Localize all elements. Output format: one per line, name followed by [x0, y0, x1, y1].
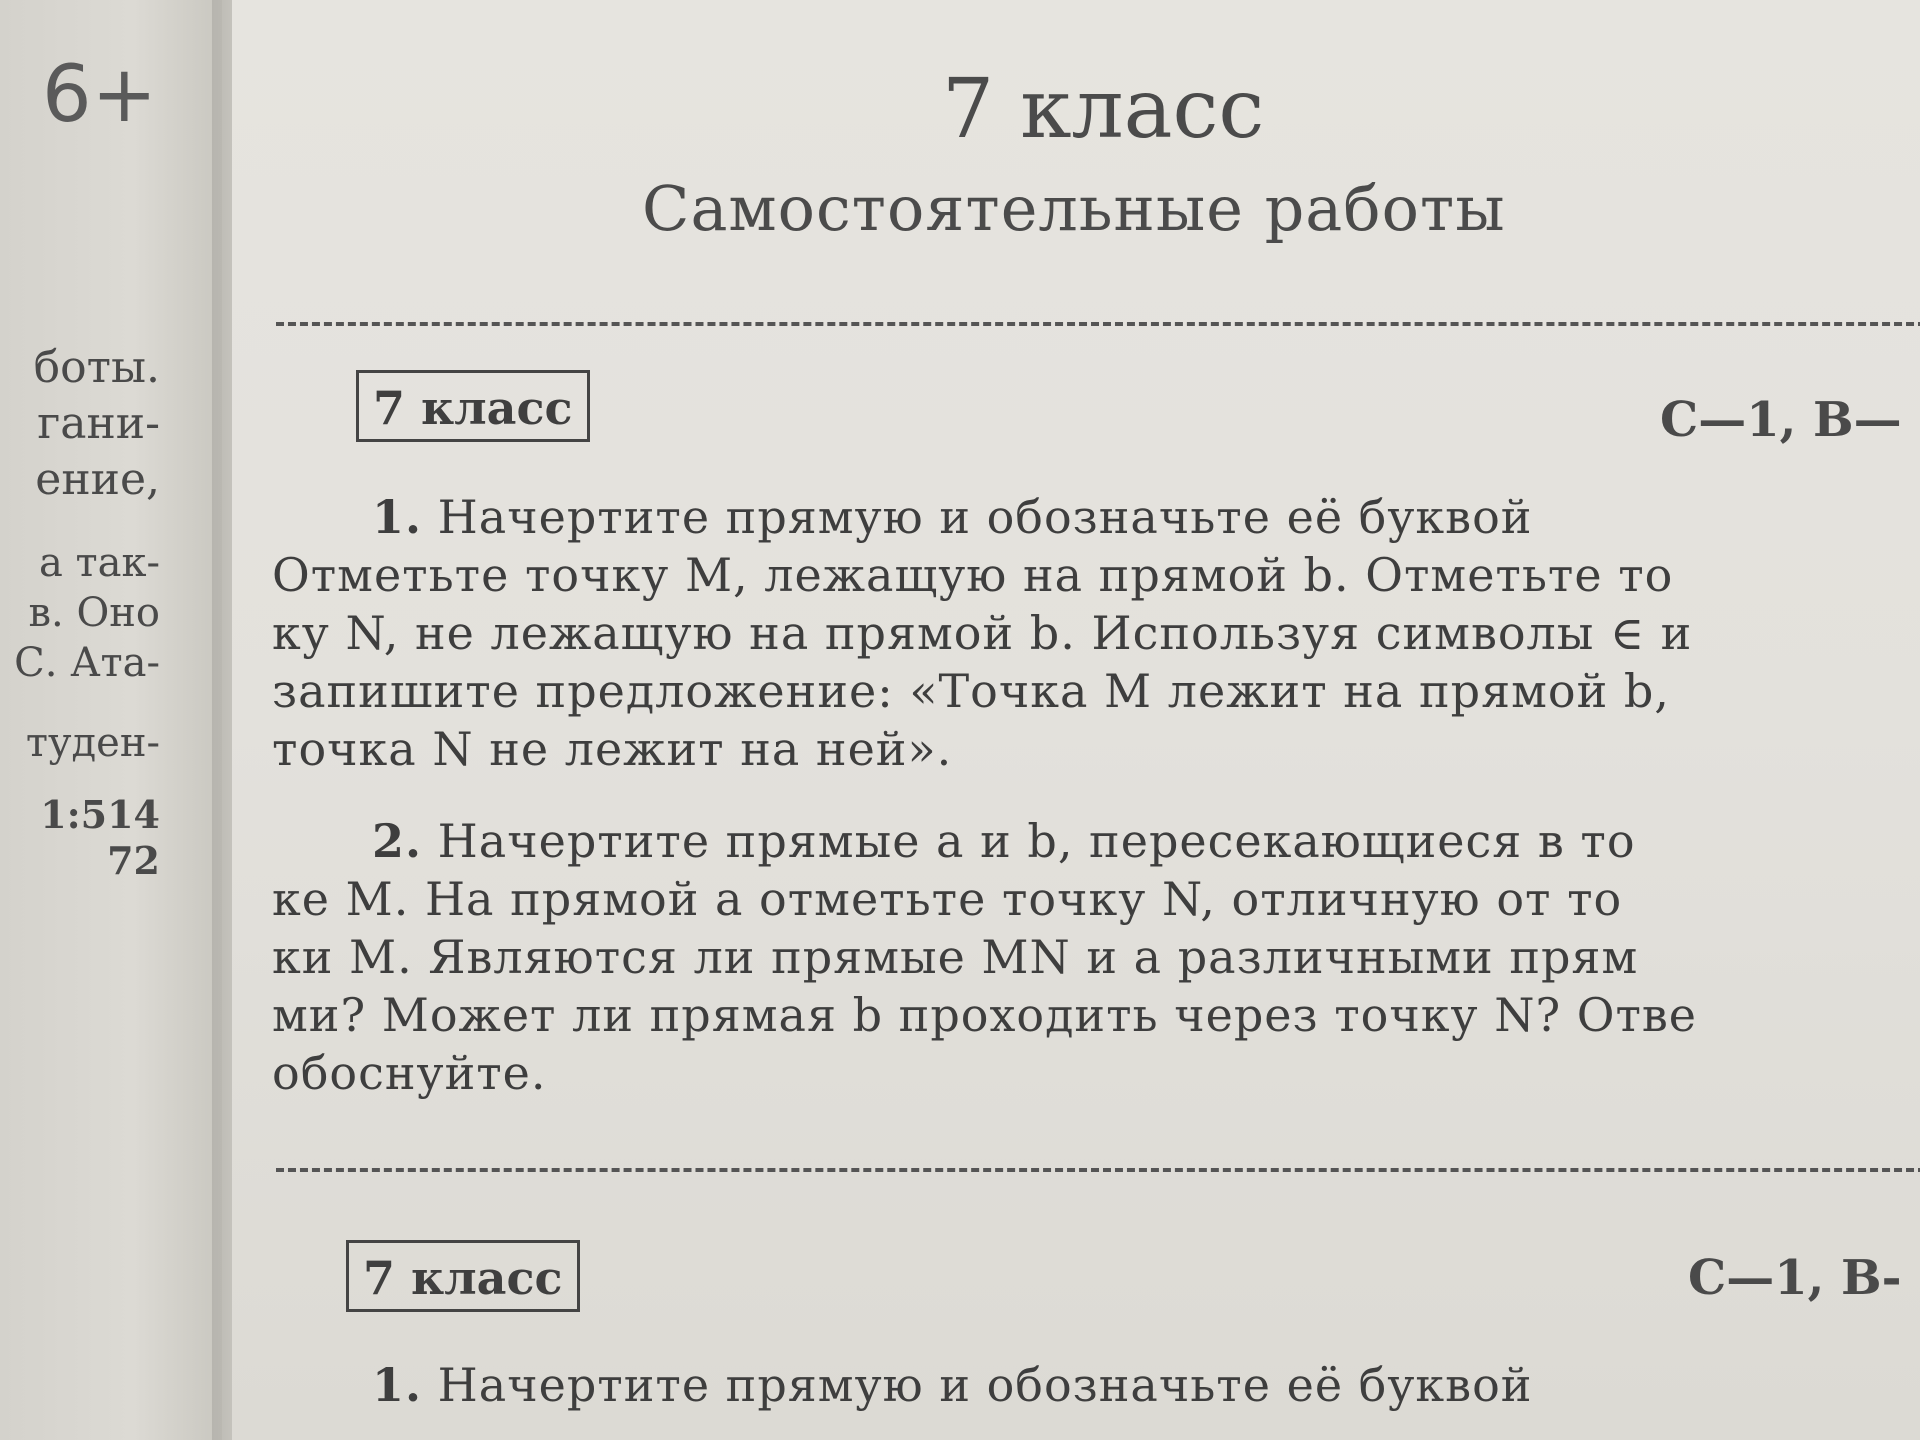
task-line: ки M. Являются ли прямые MN и a различными прям: [272, 930, 1639, 984]
left-text-line: боты.: [33, 342, 160, 393]
task-line: точка N не лежит на ней».: [272, 722, 953, 776]
left-text-line: С. Ата-: [14, 640, 160, 686]
task-1: [272, 488, 1920, 778]
left-text-line: а так-: [38, 540, 160, 586]
task-number: 1.: [372, 1358, 423, 1412]
task-line: обоснуйте.: [272, 1046, 547, 1100]
left-text-line: в. Оно: [28, 590, 160, 636]
task-line: [272, 488, 1920, 546]
main-page: [232, 0, 1920, 1440]
variant-label: С—1, В-: [1688, 1250, 1902, 1306]
grade-box-label: 7 класс: [356, 370, 590, 442]
left-page: [0, 0, 222, 1440]
task-2: [272, 812, 1920, 1102]
task-1: [272, 1356, 1920, 1414]
left-text-line: туден-: [25, 720, 160, 766]
task-text: Начертите прямые a и b, пересекающиеся в то: [437, 814, 1636, 868]
task-line: ми? Может ли прямая b проходить через точку N? Отве: [272, 988, 1698, 1042]
task-line: Отметьте точку M, лежащую на прямой b. Отметьте то: [272, 548, 1674, 602]
task-line: [272, 812, 1920, 870]
task-line: [272, 1356, 1920, 1414]
task-line: ке M. На прямой a отметьте точку N, отличную от то: [272, 872, 1623, 926]
task-number: 2.: [372, 814, 423, 868]
task-line: запишите предложение: «Точка M лежит на прямой b,: [272, 664, 1670, 718]
variant-label: С—1, В—: [1660, 392, 1902, 448]
grade-box-label: 7 класс: [346, 1240, 580, 1312]
task-line: ку N, не лежащую на прямой b. Используя символы ∈ и: [272, 606, 1693, 660]
task-number: 1.: [372, 490, 423, 544]
left-text-line: 72: [107, 838, 160, 883]
age-rating-mark: 6+: [42, 50, 157, 140]
dashed-divider: [276, 1168, 1920, 1172]
page-grade-title: 7 класс: [942, 62, 1265, 157]
task-text: Начертите прямую и обозначьте её буквой: [437, 490, 1533, 544]
left-page-text: [0, 340, 160, 884]
task-text: Начертите прямую и обозначьте её буквой: [437, 1358, 1533, 1412]
page-section-title: Самостоятельные работы: [642, 172, 1506, 245]
left-text-line: 1:514: [40, 792, 160, 837]
left-text-line: гани-: [37, 398, 160, 449]
dashed-divider: [276, 322, 1920, 326]
left-text-line: ение,: [35, 454, 160, 505]
